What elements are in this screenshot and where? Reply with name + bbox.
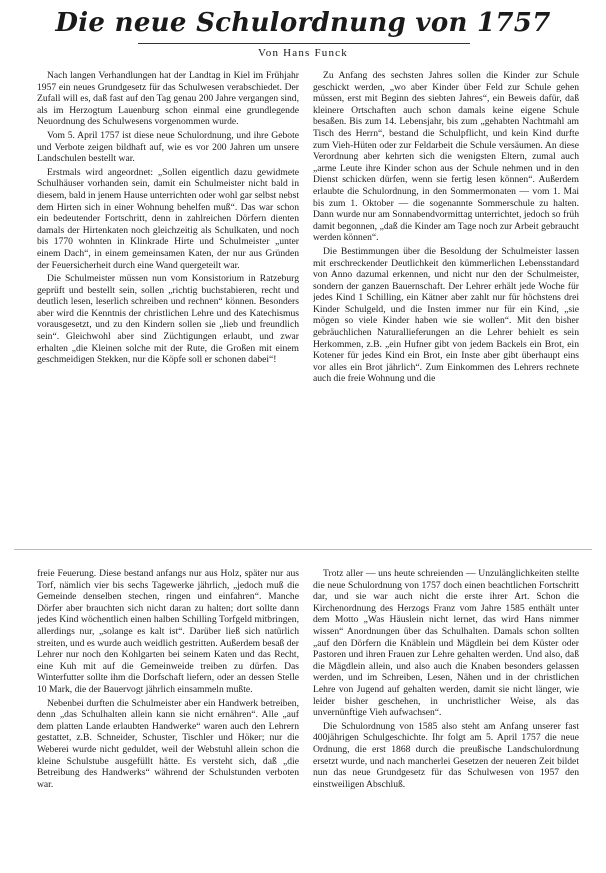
paragraph: Nach langen Verhandlungen hat der Landtag in Kiel im Frühjahr 1957 ein neues Grundgesetz für das Schulwesen verabschiedet. Der Zufall will es, daß fast auf den Tag genau 200 Jahre vergangen sind, als im Herzogtum Lauenburg schon einmal eine grundlegende Neuordnung des Schulwesens vorgenommen wurde.	[37, 70, 299, 128]
page-divider	[14, 549, 592, 550]
paragraph: Trotz aller — uns heute schreienden — Unzulänglichkeiten stellte die neue Schulordnung von 1757 doch einen beachtlichen Fortschritt dar, und sie war auch nicht die erste ihrer Art. Schon die Kirchenordnung des Herzogs Franz vom Jahre 1585 enthält unter dem Motto „Was Häuslein nicht lernet, das wird Hans nimmer wissen“ Anordnungen über das Schulhalten. Damals schon sollten „auf den Dörfern die Knäblein und Mägdlein bei dem Küster oder Pastoren und ihren Frauen zur Lehre gehalten werden. Und also, daß die Mägdlein allein, und also auch die Knaben besonders gelassen werden, und im Schreiben, Lesen, Nähen und in der christlichen Lehre von Jugend auf gehalten werden, damit sie nicht länger, wie leider bisher geschehen, in unchristlicher Weise, als das unvernünftige Vieh aufwachsen“.	[313, 568, 579, 719]
paragraph: freie Feuerung. Diese bestand anfangs nur aus Holz, später nur aus Torf, nämlich vier bis sechs Tagewerke jährlich, „jedoch muß die Gemeinde denselben stechen, ringen und einfahren“. Manche Dörfer aber brauchten sich nicht daran zu halten; dort sollte dann jedes Kind wöchentlich einen halben Schilling Torfgeld mitbringen, allerdings nur, „solange es kalt ist“. Darüber ließ sich natürlich streiten, und es wurde auch weidlich gestritten. Außerdem besaß der Lehrer nur noch den Kohlgarten bei seinem Katen und das Recht, eine Kuh mit auf die Gemeinweide treiben zu dürfen. Das Winterfutter sollte ihm die Dorfschaft liefern, oder an dessen Stelle 10 Mark, die der Bauervogt jährlich einsammeln mußte.	[37, 568, 299, 695]
paragraph: Die Bestimmungen über die Besoldung der Schulmeister lassen mit erschreckender Deutlichkeit den kümmerlichen Lebensstandard von Anno dazumal erkennen, und nicht nur den der Schulmeister, sondern der ganzen Bauernschaft. Der Lehrer erhält jede Woche für jedes Kind 1 Schilling, ein Kätner aber zahlt nur für höchstens drei Kinder Schulgeld, und die Insten immer nur für ein Kind, „sie mögen so viele Kinder haben wie sie wollen“. Mit den bisher gebräuchlichen Naturallieferungen an die Lehrer behielt es sein Herkommen, z.B. „ein Hufner gibt von jedem Backels ein Brot, ein Kotener für jedes Kind ein Brot, ein Inste aber gibt überhaupt eins vor alles ein Brot jährlich“. Zum Einkommen des Lehrers rechnete auch die freie Wohnung und die	[313, 245, 579, 385]
article-author: Von Hans Funck	[258, 47, 348, 59]
text-column-3	[37, 568, 299, 873]
article-title: Die neue Schulordnung von 1757	[55, 8, 551, 38]
text-column-2	[313, 70, 579, 510]
text-column-1	[37, 70, 299, 495]
paragraph: Die Schulmeister müssen nun vom Konsistorium in Ratzeburg geprüft und bestellt sein, sollen „richtig buchstabieren, recht und deutlich lesen, leserlich schreiben und rechnen“ können. Besonders aber wird die Kenntnis der christlichen Lehre und des Katechismus vorausgesetzt, und zu den Kindern sollen sie „lieb und freundlich sein“. Gleichwohl aber sind Züchtigungen erlaubt, und zwar erhalten „die Kleinen solche mit der Rute, die Großen mit einem geschmeidigen Stekken, nur die Köpfe soll er schonen dabei“!	[37, 273, 299, 366]
paragraph: Zu Anfang des sechsten Jahres sollen die Kinder zur Schule geschickt werden, „wo aber Kinder über Feld zur Schule gehen müssen, erst mit Beginn des siebten Jahres“, ein Beweis dafür, daß kleinere Ortschaften auch schon damals keine eigene Schule besaßen. Bis zum 14. Lebensjahr, bis zum „gehabten Nachtmahl am Tisch des Herrn“, bestand die Schulpflicht, und kein Kind durfte zum Vieh-Hüten oder zur Feldarbeit die Schule versäumen. An diese Verordnung aber kehrten sich die wenigsten Eltern, zumal auch „arme Leute ihre Kinder schon aus der Schule nehmen und in den Dienst schicken dürfen, wenn sie fertig lesen können“. Außerdem erlaubte die Schulordnung, in den Sommermonaten — vom 1. Mai bis zum 1. Oktober — die sogenannte Sommerschule zu halten. Dann wurde nur am Sonnabendvormittag unterrichtet, jedoch so früh damit begonnen, „daß die Kinder am Tage noch zur Arbeit gebraucht werden können“.	[313, 70, 579, 244]
paragraph: Nebenbei durften die Schulmeister aber ein Handwerk betreiben, denn „das Schulhalten allein kann sie nicht ernähren“. Alle „auf dem platten Lande erlaubten Handwerke“ waren auch den Lehrern gestattet, z.B. Schneider, Schuster, Tischler und Höker; nur die Weberei wurde nicht geduldet, weil der Webstuhl allein schon die kleine Schulstube ausgefüllt hätte. Es versteht sich, daß „die Betreibung des Handwerks“ während der Schulstunden verboten war.	[37, 697, 299, 790]
paragraph: Vom 5. April 1757 ist diese neue Schulordnung, und ihre Gebote und Verbote zeigen bildhaft auf, wie es vor 200 Jahren um unsere Landschulen bestellt war.	[37, 129, 299, 165]
paragraph: Die Schulordnung von 1585 also steht am Anfang unserer fast 400jährigen Schulgeschichte. Ihr folgt am 5. April 1757 die neue Ordnung, die erst 1868 durch die preußische Landschulordnung ersetzt wurde, und nach mancherlei Gesetzen der neueren Zeit bildet nun das neue Grundgesetz für das Schulwesen von 1957 den einstweiligen Abschluß.	[313, 720, 579, 790]
title-underline	[138, 43, 470, 44]
paragraph: Erstmals wird angeordnet: „Sollen eigentlich dazu gewidmete Schulhäuser vorhanden sein, damit ein Schulmeister nicht bald in diesem, bald in jenem Hause unterrichten oder wohl gar selbst nebst dem Hirten sich in einer Wohnung behelfen muß“. Das war schon ein bedeutender Fortschritt, denn in zahlreichen Dörfern dienten damals der Hirtenkaten noch gleichzeitig als Schulkaten, und noch bis 1770 wohnten in Klinkrade Hirte und Schulmeister „unter einem Dach“, in einem gemeinsamen Katen, der nur aus Gründen der Feuersicherheit durch eine Wand quergeteilt war.	[37, 166, 299, 271]
text-column-4	[313, 568, 579, 873]
